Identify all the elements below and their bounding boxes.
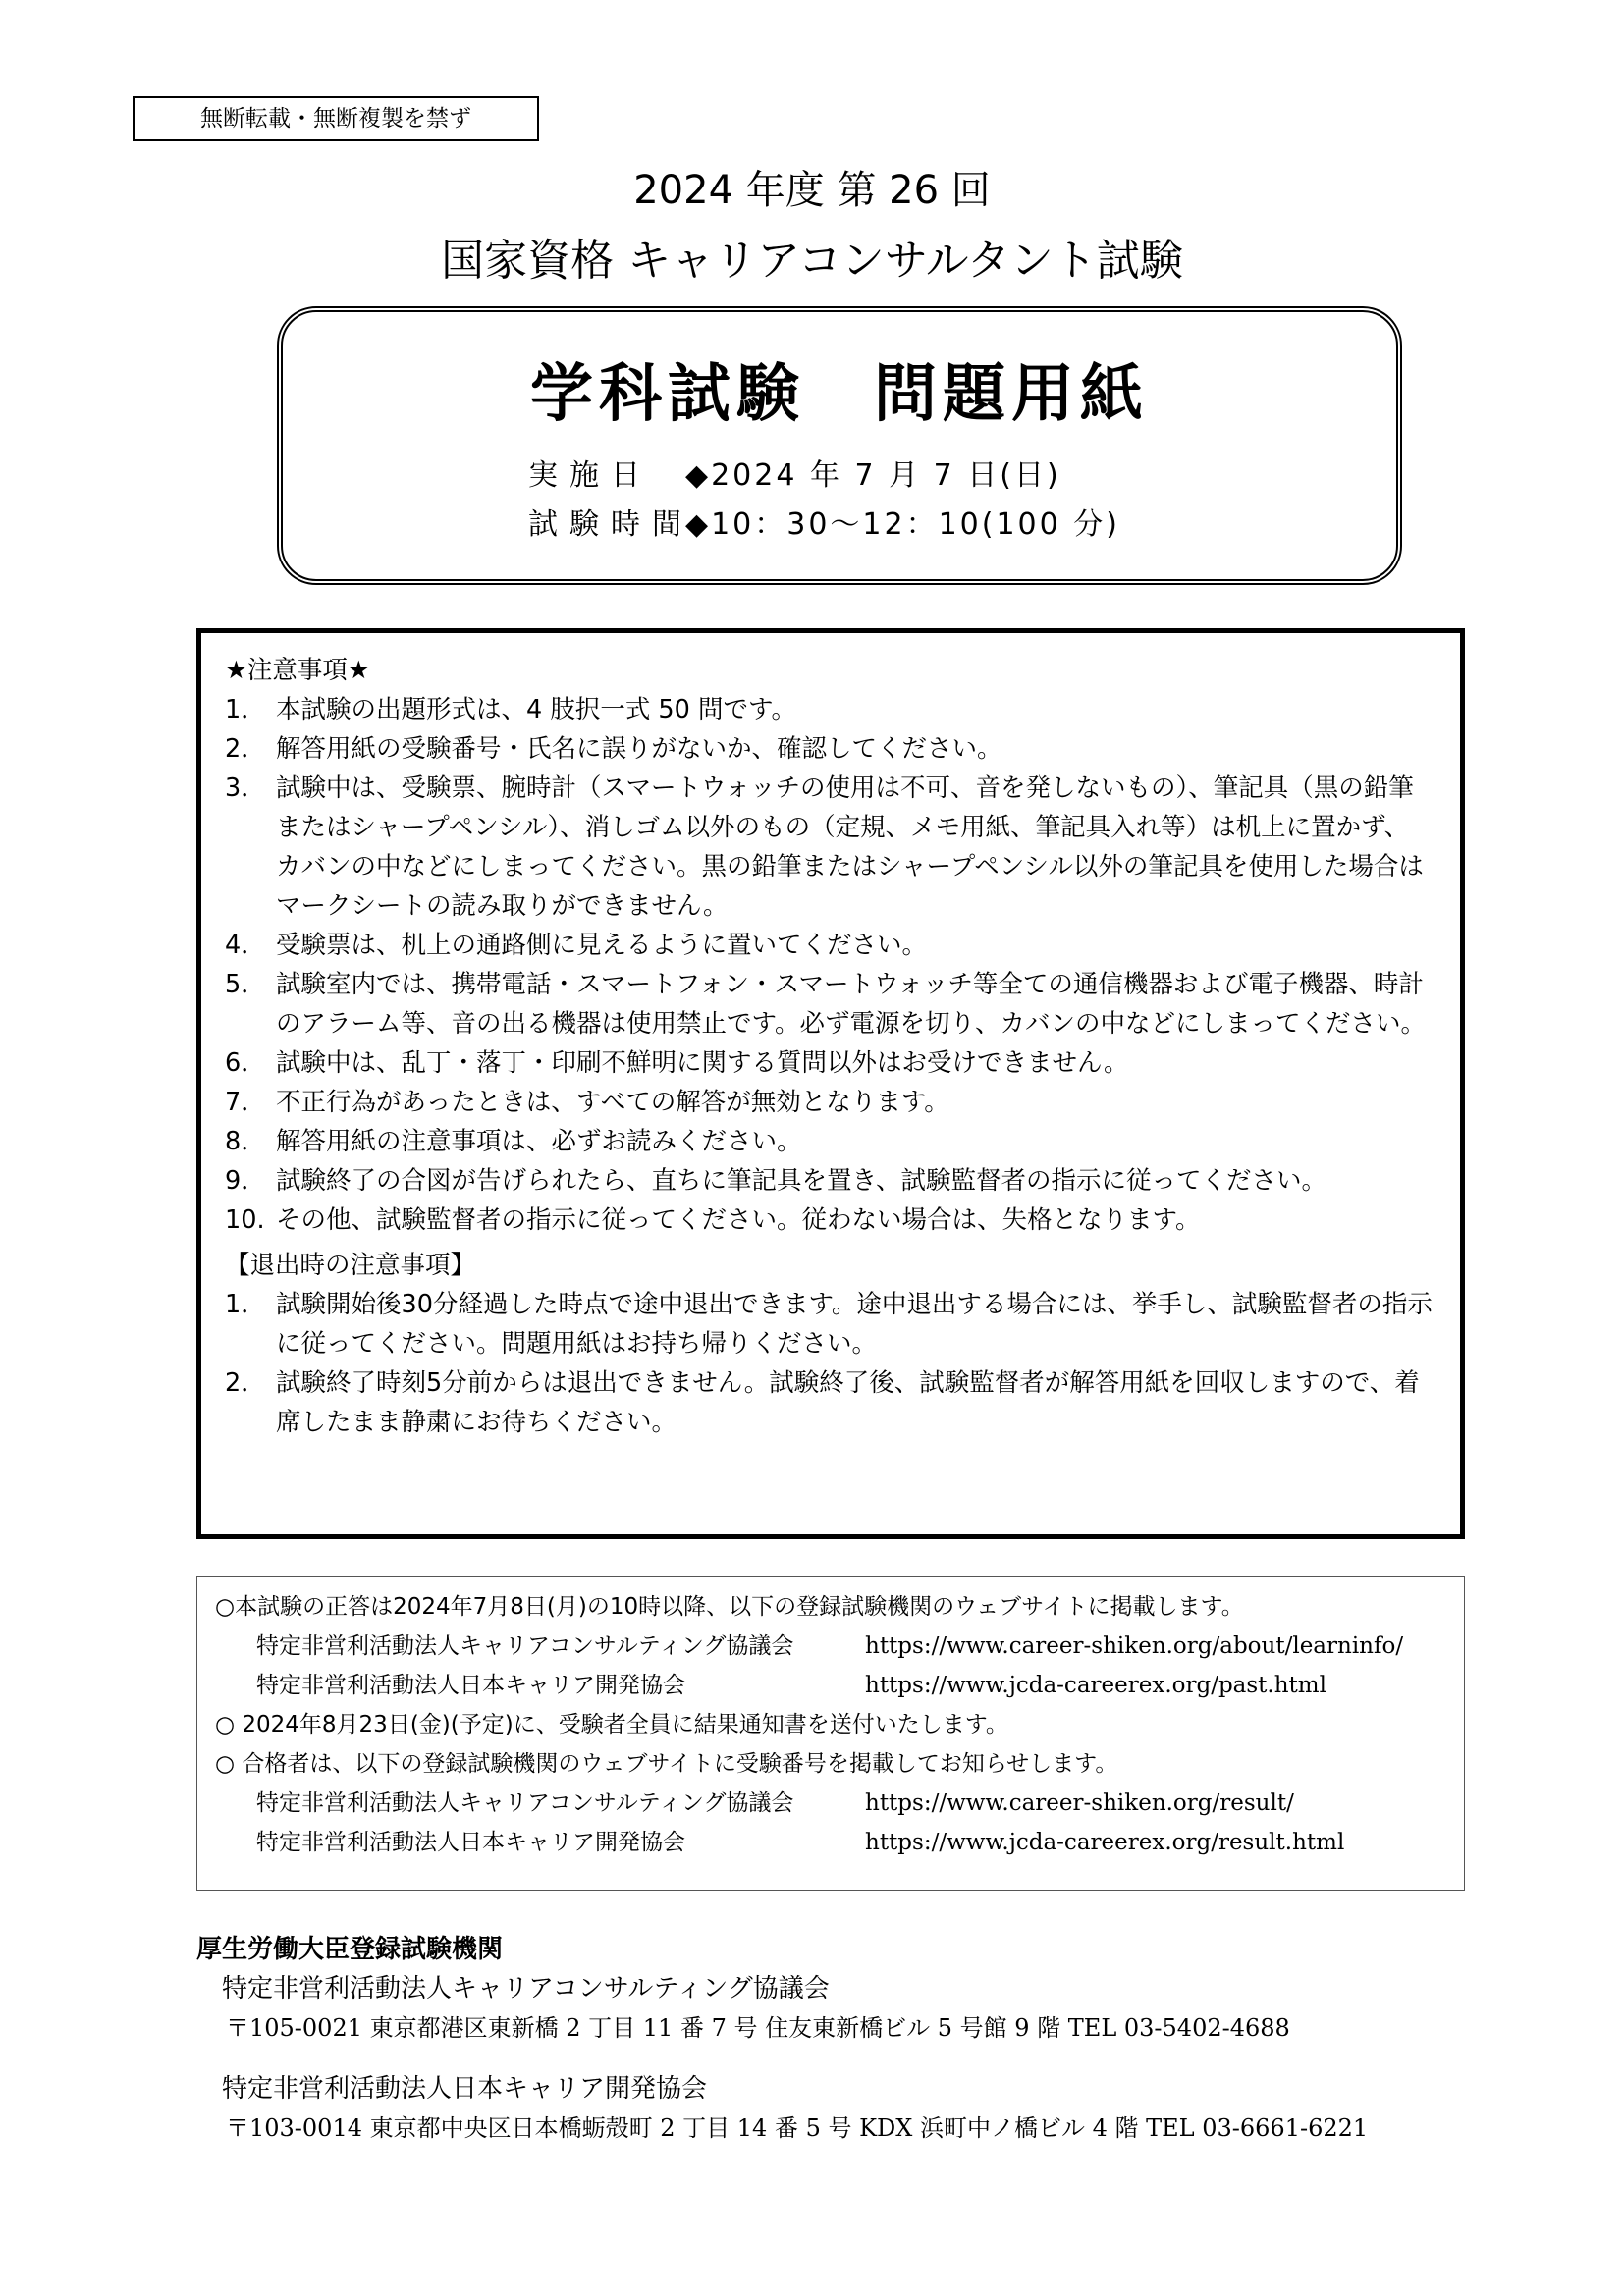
page-title: 学科試験 問題用紙	[530, 358, 1149, 431]
footer-spacer	[196, 2048, 1473, 2069]
exam-time-label: 試験時間	[528, 507, 693, 542]
notice-item	[225, 965, 1433, 1043]
notice-item-text: その他、試験監督者の指示に従ってください。従わない場合は、失格となります。	[276, 1205, 1201, 1235]
org-name: 特定非営利活動法人日本キャリア開発協会	[256, 1830, 685, 1855]
footer-org-address: 〒105-0021 東京都港区東新橋 2 丁目 11 番 7 号 住友東新橋ビル 5 号館 9 階 TEL 03-5402-4688	[226, 2014, 1290, 2042]
notice-item-number: 10.	[225, 1205, 265, 1235]
notice-item-text: 試験終了時刻5分前からは退出できません。試験終了後、試験監督者が解答用紙を回収しますので、着席したまま静粛にお待ちください。	[276, 1368, 1420, 1437]
notice-item-text: 試験室内では、携帯電話・スマートフォン・スマートウォッチ等全ての通信機器および電子機器、時計のアラーム等、音の出る機器は使用禁止です。必ず電源を切り、カバンの中などにしまってください。	[276, 970, 1426, 1039]
notice-item-number: 1．	[225, 695, 266, 724]
footer	[196, 1930, 1473, 2148]
notice-item-text: 試験中は、受験票、腕時計（スマートウォッチの使用は不可、音を発しないもの）、筆記具（黒の鉛筆またはシャープペンシル）、消しゴム以外のもの（定規、メモ用紙、筆記具入れ等）は机上に置かず、カバンの中などにしまってください。黒の鉛筆またはシャープペンシル以外の筆記具を使用した場合はマークシートの読み取りができません。	[276, 774, 1424, 921]
exam-time-value: ◆10：30～12：10(100 分)	[685, 507, 1120, 542]
org-name: 特定非営利活動法人日本キャリア開発協会	[256, 1673, 685, 1698]
notice-item-text: 試験開始後30分経過した時点で途中退出できます。途中退出する場合には、挙手し、試験監督者の指示に従ってください。問題用紙はお持ち帰りください。	[276, 1290, 1433, 1359]
org-url: https://www.career-shiken.org/about/learninfo/	[865, 1633, 1404, 1659]
title-box	[277, 306, 1402, 585]
notice-item	[225, 926, 1433, 965]
exam-date-value: ◆2024 年 7 月 7 日(日)	[685, 458, 1061, 493]
footer-org-name: 特定非営利活動法人日本キャリア開発協会	[222, 2074, 708, 2104]
notice-item	[225, 1043, 1433, 1083]
info-box	[196, 1576, 1465, 1891]
notice-item-number: 7．	[225, 1088, 266, 1117]
footer-org-name: 特定非営利活動法人キャリアコンサルティング協議会	[222, 1974, 830, 2003]
pass-notice: ○ 合格者は、以下の登録試験機関のウェブサイトに受験番号を掲載してお知らせします。	[215, 1751, 1118, 1777]
answers-notice: ○本試験の正答は2024年7月8日(月)の10時以降、以下の登録試験機関のウェブサイトに掲載します。	[215, 1594, 1244, 1620]
org-url: https://www.jcda-careerex.org/result.html	[865, 1830, 1345, 1855]
answers-org-2	[215, 1666, 1446, 1705]
exam-time-row	[528, 507, 1120, 544]
notice-item-text: 受験票は、机上の通路側に見えるように置いてください。	[276, 931, 928, 960]
answers-org-1	[215, 1627, 1446, 1666]
notice-item-text: 不正行為があったときは、すべての解答が無効となります。	[276, 1088, 949, 1117]
notice-item	[225, 690, 1433, 729]
notice-item	[225, 1122, 1433, 1161]
notice-item-text: 解答用紙の受験番号・氏名に誤りがないか、確認してください。	[276, 734, 1002, 764]
notice-item	[225, 769, 1433, 926]
org-url: https://www.career-shiken.org/result/	[865, 1790, 1294, 1816]
notice-item-number: 4．	[225, 931, 266, 960]
notice-item-text: 試験終了の合図が告げられたら、直ちに筆記具を置き、試験監督者の指示に従ってください。	[276, 1166, 1326, 1196]
notice-item-number: 6．	[225, 1048, 266, 1078]
notice-list	[225, 690, 1433, 1240]
copyright-notice: 無断転載・無断複製を禁ず	[133, 96, 539, 141]
notice-item-text: 解答用紙の注意事項は、必ずお読みください。	[276, 1127, 802, 1156]
footer-heading: 厚生労働大臣登録試験機関	[196, 1935, 504, 1964]
notice-item	[225, 1363, 1433, 1442]
notice-item-text: 本試験の出題形式は、4 肢択一式 50 問です。	[276, 695, 796, 724]
exit-notice-heading: 【退出時の注意事項】	[225, 1251, 476, 1280]
exam-name: 国家資格 キャリアコンサルタント試験	[441, 236, 1183, 286]
notice-item-number: 3．	[225, 774, 266, 803]
notice-item	[225, 1083, 1433, 1122]
notice-item	[225, 729, 1433, 769]
exam-year-round: 2024 年度 第 26 回	[633, 168, 991, 213]
result-notice: ○ 2024年8月23日(金)(予定)に、受験者全員に結果通知書を送付いたします。	[215, 1712, 1008, 1737]
footer-org-address: 〒103-0014 東京都中央区日本橋蛎殻町 2 丁目 14 番 5 号 KDX 浜町中ノ橋ビル 4 階 TEL 03-6661-6221	[226, 2114, 1369, 2142]
exam-date-row	[528, 457, 1061, 495]
org-name: 特定非営利活動法人キャリアコンサルティング協議会	[256, 1790, 794, 1816]
notice-heading: ★注意事項★	[225, 656, 370, 685]
notice-item	[225, 1161, 1433, 1201]
notice-item	[225, 1201, 1433, 1240]
notice-item-number: 9．	[225, 1166, 266, 1196]
exam-date-label: 実施日	[528, 458, 652, 493]
notice-item-number: 1．	[225, 1290, 266, 1319]
notice-item-text: 試験中は、乱丁・落丁・印刷不鮮明に関する質問以外はお受けできません。	[276, 1048, 1129, 1078]
notice-item-number: 5．	[225, 970, 266, 999]
pass-org-2	[215, 1823, 1446, 1862]
notice-item-number: 8．	[225, 1127, 266, 1156]
org-url: https://www.jcda-careerex.org/past.html	[865, 1673, 1326, 1698]
pass-org-1	[215, 1784, 1446, 1823]
notice-item-number: 2．	[225, 1368, 266, 1398]
exit-notice-list	[225, 1285, 1433, 1442]
notice-item-number: 2．	[225, 734, 266, 764]
notice-box	[196, 628, 1465, 1539]
notice-item	[225, 1285, 1433, 1363]
org-name: 特定非営利活動法人キャリアコンサルティング協議会	[256, 1633, 794, 1659]
